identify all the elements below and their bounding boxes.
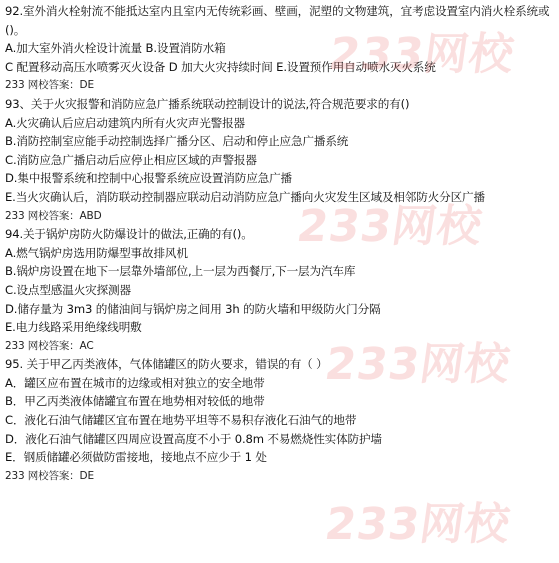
q93-option-a: A.火灾确认后应启动建筑内所有火灾声光警报器 bbox=[5, 115, 245, 130]
q93-answer: 233 网校答案：ABD bbox=[5, 209, 102, 222]
q95-option-b: B．甲乙丙类液体储罐宜布置在地势相对较低的地带 bbox=[5, 394, 265, 409]
q93-option-c: C.消防应急广播启动后应停止相应区域的声警报器 bbox=[5, 152, 257, 167]
q92-answer: 233 网校答案：DE bbox=[5, 79, 94, 92]
q95-option-a: A．罐区应布置在城市的边缘或相对独立的安全地带 bbox=[5, 375, 265, 390]
q94-option-a: A.燃气锅炉房选用防爆型事故排风机 bbox=[5, 245, 188, 260]
q93-stem: 93、关于火灾报警和消防应急广播系统联动控制设计的说法,符合规范要求的有() bbox=[5, 96, 410, 111]
watermark-logo: 233网校 bbox=[321, 339, 514, 390]
watermark-logo: 233网校 bbox=[325, 29, 518, 80]
q93-option-d: D.集中报警系统和控制中心报警系统应设置消防应急广播 bbox=[5, 171, 292, 186]
q95-option-d: D．液化石油气储罐区四周应设置高度不小于 0.8m 不易燃烧性实体防护墙 bbox=[5, 431, 382, 446]
q95-stem: 95. 关于甲乙丙类液体，气体储罐区的防火要求，错误的有（ ） bbox=[5, 357, 328, 372]
q93-option-b: B.消防控制室应能手动控制选择广播分区、启动和停止应急广播系统 bbox=[5, 134, 349, 149]
q92-stem: 92.室外消火栓射流不能抵达室内且室内无传统彩画、壁画，泥塑的文物建筑，宜考虑设置室内消火栓系统或()。 bbox=[5, 4, 550, 37]
q92-options-cde: C 配置移动高压水喷雾灭火设备 D 加大火灾持续时间 E.设置预作用自动喷水灭火系统 bbox=[5, 59, 436, 74]
q94-answer: 233 网校答案：AC bbox=[5, 339, 94, 352]
q93-option-e: E.当火灾确认后，消防联动控制器应联动启动消防应急广播向火灾发生区域及相邻防火分区广播 bbox=[5, 189, 485, 204]
q94-option-e: E.电力线路采用绝缘线明敷 bbox=[5, 320, 142, 335]
q94-stem: 94.关于锅炉房防火防爆设计的做法,正确的有()。 bbox=[5, 227, 253, 242]
q94-option-d: D.储存量为 3m3 的储油间与锅炉房之间用 3h 的防火墙和甲级防火门分隔 bbox=[5, 301, 381, 316]
q95-option-e: E．钢质储罐必须做防雷接地，接地点不应少于 1 处 bbox=[5, 450, 267, 465]
q92-options-ab: A.加大室外消火栓设计流量 B.设置消防水箱 bbox=[5, 41, 226, 56]
q94-option-c: C.设点型感温火灾探测器 bbox=[5, 282, 131, 297]
q94-option-b: B.锅炉房设置在地下一层靠外墙部位,上一层为西餐厅,下一层为汽车库 bbox=[5, 264, 356, 279]
q95-option-c: C．液化石油气储罐区宜布置在地势平坦等不易积存液化石油气的地带 bbox=[5, 413, 357, 428]
q95-answer: 233 网校答案：DE bbox=[5, 469, 94, 482]
watermark-logo: 233网校 bbox=[321, 499, 514, 550]
watermark-logo: 233网校 bbox=[293, 201, 486, 252]
